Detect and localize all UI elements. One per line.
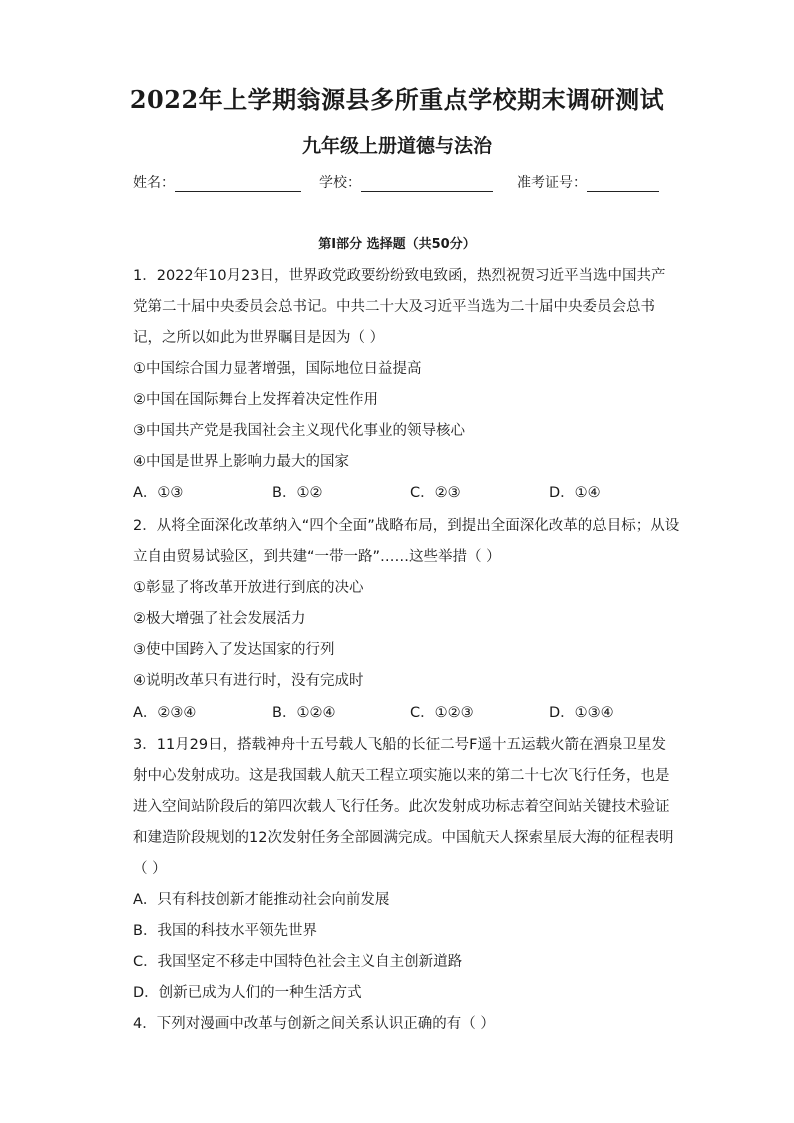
- name-label: 姓名：: [133, 175, 175, 191]
- school-label: 学校：: [319, 175, 361, 191]
- section-title: 第I部分 选择题（共50分）: [318, 237, 476, 252]
- question-1-statement: ①中国综合国力显著增强，国际地位日益提高: [133, 361, 422, 377]
- question-3-line: 进入空间站阶段后的第四次载人飞行任务。此次发射成功标志着空间站关键技术验证: [133, 799, 670, 815]
- question-4-line: 4．下列对漫画中改革与创新之间关系认识正确的有（ ）: [133, 1016, 495, 1032]
- question-2-line: 立自由贸易试验区，到共建“一带一路”……这些举措（ ）: [133, 549, 501, 565]
- question-3-line: 和建造阶段规划的12次发射任务全部圆满完成。中国航天人探索星辰大海的征程表明: [133, 830, 674, 846]
- question-2-statement: ①彰显了将改革开放进行到底的决心: [133, 580, 364, 596]
- question-3-option-a: A．只有科技创新才能推动社会向前发展: [133, 892, 390, 908]
- question-2-line: 2．从将全面深化改革纳入“四个全面”战略布局，到提出全面深化改革的总目标；从设: [133, 518, 680, 534]
- question-1-line: 记，之所以如此为世界瞩目是因为（ ）: [133, 330, 385, 346]
- question-1-option-c: C．②③: [410, 485, 461, 501]
- question-3-line: （ ）: [133, 861, 167, 877]
- question-1-statement: ③中国共产党是我国社会主义现代化事业的领导核心: [133, 423, 465, 439]
- question-1-line: 党第二十届中央委员会总书记。中共二十大及习近平当选为二十届中央委员会总书: [133, 299, 655, 315]
- exam-subtitle: 九年级上册道德与法治: [301, 135, 492, 157]
- question-2-statement: ③使中国跨入了发达国家的行列: [133, 642, 335, 658]
- question-2-option-a: A．②③④: [133, 705, 197, 721]
- name-blank: [175, 176, 301, 192]
- question-1-statement: ②中国在国际舞台上发挥着决定性作用: [133, 392, 378, 408]
- question-1-line: 1．2022年10月23日，世界政党政要纷纷致电致函，热烈祝贺习近平当选中国共产: [133, 268, 666, 284]
- question-2-option-b: B．①②④: [272, 705, 336, 721]
- question-2-statement: ②极大增强了社会发展活力: [133, 611, 306, 627]
- exam-title: 2022年上学期翁源县多所重点学校期末调研测试: [129, 85, 665, 114]
- question-2-statement: ④说明改革只有进行时，没有完成时: [133, 673, 364, 689]
- question-1-option-b: B．①②: [272, 485, 323, 501]
- question-1-option-d: D．①④: [549, 485, 601, 501]
- school-blank: [361, 176, 493, 192]
- question-3-line: 3．11月29日，搭载神舟十五号载人飞船的长征二号F遥十五运载火箭在酒泉卫星发: [133, 737, 666, 753]
- question-3-option-d: D．创新已成为人们的一种生活方式: [133, 985, 362, 1001]
- question-1-option-a: A．①③: [133, 485, 184, 501]
- question-2-option-d: D．①③④: [549, 705, 614, 721]
- question-1-statement: ④中国是世界上影响力最大的国家: [133, 454, 349, 470]
- question-3-option-b: B．我国的科技水平领先世界: [133, 923, 317, 939]
- school-field: [319, 172, 493, 192]
- question-3-line: 射中心发射成功。这是我国载人航天工程立项实施以来的第二十七次飞行任务，也是: [133, 768, 670, 784]
- exam-id-label: 准考证号：: [517, 175, 587, 191]
- exam-id-blank: [587, 176, 659, 192]
- question-3-option-c: C．我国坚定不移走中国特色社会主义自主创新道路: [133, 954, 463, 970]
- question-2-option-c: C．①②③: [410, 705, 474, 721]
- exam-id-field: [517, 172, 659, 192]
- student-info-row: [133, 172, 661, 192]
- name-field: [133, 172, 301, 192]
